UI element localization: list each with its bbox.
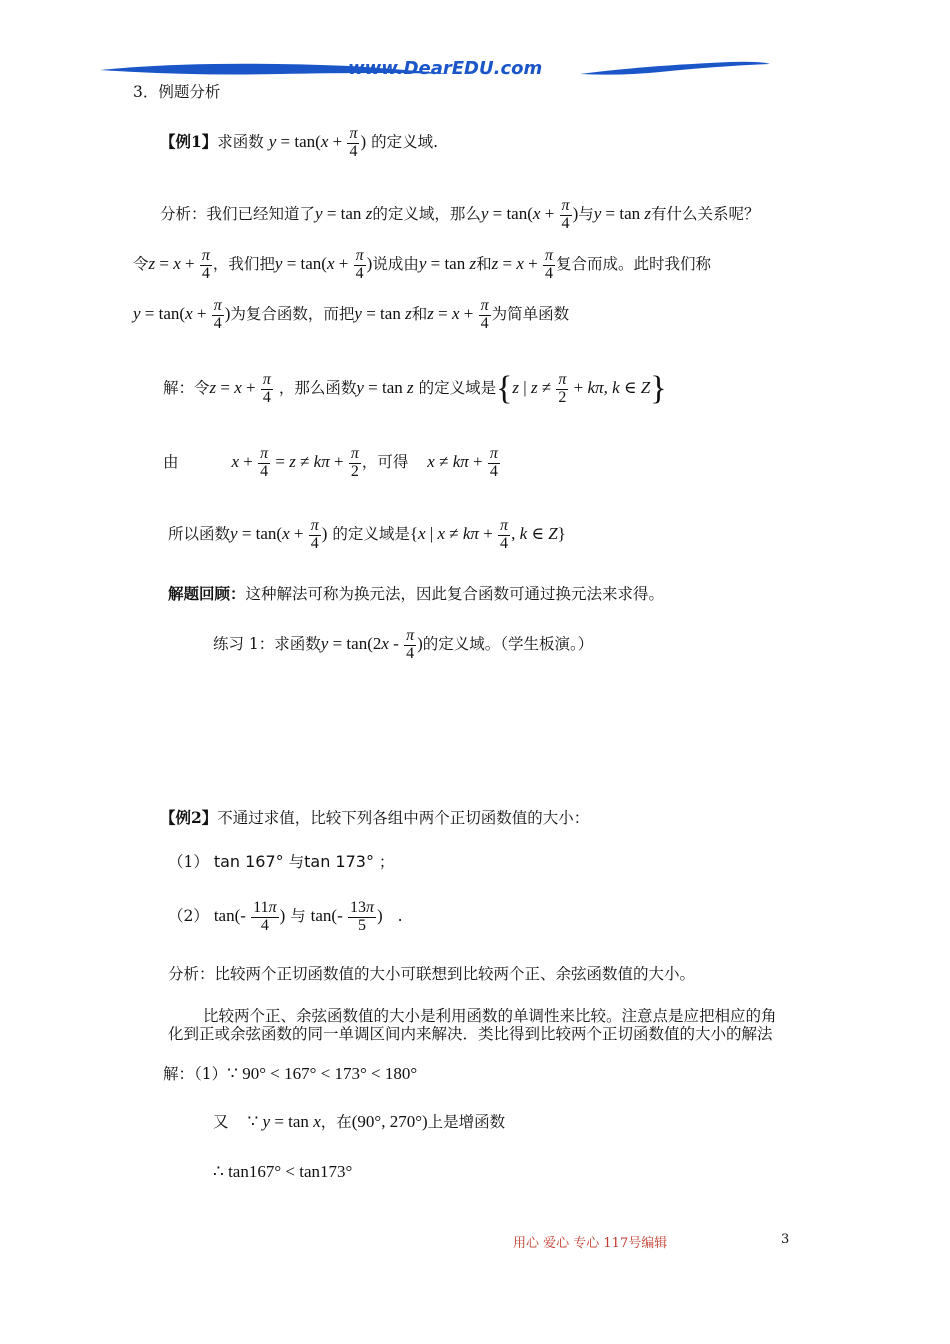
domain-set-z: {z | z ≠ $\frac{\pi}{2}$ + kπ, k ∈ Z} — [496, 370, 667, 407]
formula-y-tan-z: y = tan z — [593, 204, 652, 224]
item2-and: 与 — [290, 907, 306, 926]
analysis-line-2 — [133, 248, 711, 283]
example1-prompt — [160, 126, 438, 161]
analysis-label: 分析： — [160, 205, 207, 224]
sol-label: 解：（1） — [163, 1065, 228, 1083]
domain-set-x: {x | x ≠ kπ + $\frac{\pi}{4}$ , k ∈ Z} — [409, 517, 566, 552]
also-text-b: ，在 — [320, 1113, 352, 1131]
formula-z-def: z = x + $\frac{\pi}{4}$ — [427, 297, 489, 332]
formula-tan-x-pi4: y = tan(x + $\frac{\pi}{4}$ ) — [230, 517, 328, 552]
formula-z-def: z = x + $\frac{\pi}{4}$ — [209, 370, 271, 406]
formula-derivation: x + $\frac{\pi}{4}$ = z ≠ kπ + $\frac{\pi}{2}$ — [231, 445, 359, 480]
item1-and: 与 — [288, 853, 305, 871]
exercise-line — [213, 628, 593, 663]
so-text-b: 的定义域是 — [332, 525, 410, 544]
analysis-text-1d: 有什么关系呢？ — [651, 205, 760, 224]
analysis-text-1a: 我们已经知道了 — [206, 205, 316, 224]
example2-paragraph-line-1: 比较两个正、余弦函数值的大小是利用函数的单调性来比较。注意点是应把相应的角 — [203, 1007, 777, 1025]
review-line — [168, 582, 664, 604]
analysis-line-3 — [133, 298, 569, 333]
analysis-text-2b: ，我们把 — [212, 255, 275, 274]
solution-text-c: 的定义域是 — [418, 378, 497, 397]
item1-end: ； — [378, 853, 395, 871]
example2-solution-line-1 — [163, 1062, 417, 1084]
formula-tan-x-pi4: y = tan(x + $\frac{\pi}{4}$ ) — [480, 197, 579, 232]
example2-item-1 — [168, 850, 394, 872]
example2-solution-line-2 — [213, 1110, 505, 1132]
formula-y-tan-z: y = tan z — [315, 204, 373, 224]
formula-tan-x-pi4: y = tan(x + $\frac{\pi}{4}$ ) — [268, 125, 367, 160]
formula-result: x ≠ kπ + $\frac{\pi}{4}$ — [427, 445, 498, 480]
also-text: 又 — [213, 1113, 229, 1131]
example2-conclusion: ∴ tan167° < tan173° — [213, 1162, 353, 1181]
so-text-a: 所以函数 — [168, 525, 231, 544]
exercise-text-b: 的定义域。（学生板演。） — [422, 635, 594, 654]
item1-label: （1） — [168, 853, 209, 871]
item2-label: （2） — [168, 907, 209, 926]
analysis-text-3c: 为简单函数 — [491, 305, 570, 324]
sol-line1: ∵ 90° < 167° < 173° < 180° — [227, 1064, 418, 1083]
formula-y-tan-z: y = tan z — [356, 377, 414, 397]
analysis-text-1c: 与 — [578, 205, 594, 224]
page-number: 3 — [781, 1232, 790, 1247]
example2-prompt-text: 不通过求值，比较下列各组中两个正切函数值的大小： — [217, 809, 590, 827]
formula-y-tan-z: y = tan z — [418, 254, 477, 274]
section-title: 3．例题分析 — [133, 83, 221, 101]
by-text: 由 — [163, 453, 179, 472]
solution-text-a: 解：令 — [163, 378, 210, 397]
analysis-text-2d: 和 — [476, 255, 492, 274]
example1-tag: 【例1】 — [160, 132, 218, 152]
footer-credit: 用心 爱心 专心 117号编辑 — [513, 1236, 668, 1251]
formula-y-tan-z: y = tan z — [354, 304, 412, 324]
formula-tan-11pi4: tan(- $\frac{11\pi}{4}$ ) — [213, 899, 286, 934]
formula-z-def: z = x + $\frac{\pi}{4}$ — [491, 247, 553, 282]
formula-tan-13pi5: tan(- $\frac{13\pi}{5}$ ) — [310, 899, 383, 934]
analysis-line-1 — [160, 198, 760, 233]
example2-paragraph-line-2: 化到正或余弦函数的同一单调区间内来解决．类比得到比较两个正切函数值的大小的解法 — [168, 1025, 773, 1043]
item1-tan173: tan 173° — [304, 852, 374, 871]
solution-text-b: ，那么函数 — [278, 378, 357, 397]
site-url[interactable]: www.DearEDU.com — [348, 58, 543, 79]
example2-tag: 【例2】 — [160, 808, 218, 827]
example1-prompt-pre: 求函数 — [217, 133, 264, 152]
also-text-c: 上是增函数 — [427, 1113, 506, 1131]
formula-exercise: y = tan(2x - $\frac{\pi}{4}$ ) — [320, 627, 423, 662]
analysis-text-2c: 说成由 — [372, 255, 419, 274]
example2-item-2 — [168, 900, 403, 935]
formula-y-tanx: ∵ y = tan x — [247, 1112, 321, 1131]
analysis-text-3a: 为复合函数，而把 — [230, 305, 355, 324]
analysis-text-2e: 复合而成。此时我们称 — [556, 255, 712, 274]
derivation-line — [163, 446, 501, 481]
exercise-text-a: 练习 1：求函数 — [213, 635, 321, 654]
analysis-text-1b: 的定义域，那么 — [372, 205, 481, 224]
interval-90-270: (90°, 270°) — [351, 1112, 428, 1131]
item1-tan167: tan 167° — [213, 852, 284, 871]
conclusion-line — [168, 518, 566, 553]
can-get-text: ，可得 — [361, 453, 409, 472]
review-label: 解题回顾： — [168, 584, 246, 603]
example1-prompt-post: 的定义域. — [371, 133, 439, 152]
analysis-text-3b: 和 — [411, 305, 428, 324]
example2-prompt — [160, 806, 589, 828]
solution-line — [163, 370, 667, 408]
analysis-text-2a: 令 — [133, 255, 149, 274]
review-text: 这种解法可称为换元法，因此复合函数可通过换元法来求得。 — [245, 585, 665, 603]
example2-analysis: 分析：比较两个正切函数值的大小可联想到比较两个正、余弦函数值的大小。 — [168, 965, 696, 983]
formula-z-def: z = x + $\frac{\pi}{4}$ — [148, 247, 210, 282]
formula-tan-x-pi4: y = tan(x + $\frac{\pi}{4}$ ) — [274, 247, 373, 282]
formula-tan-x-pi4: y = tan(x + $\frac{\pi}{4}$ ) — [133, 297, 231, 332]
item2-end: . — [397, 907, 403, 926]
